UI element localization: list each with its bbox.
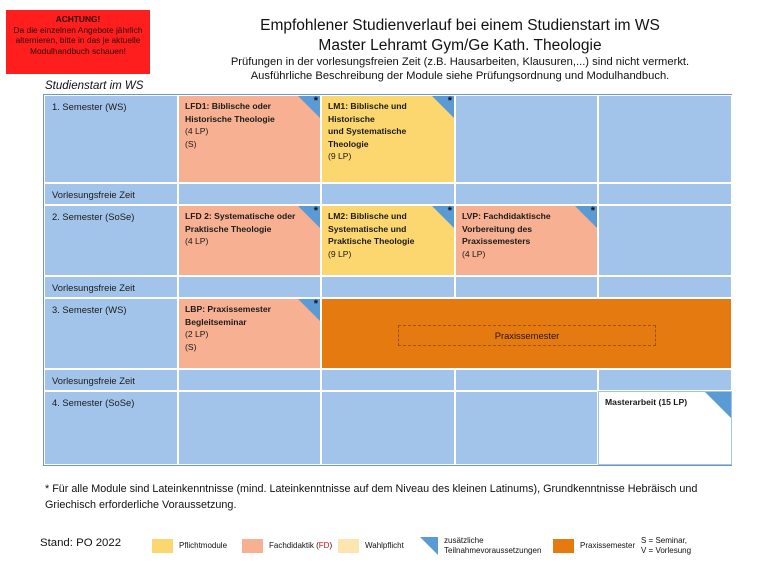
empty-cell — [598, 369, 732, 391]
legend-zusatz — [420, 535, 541, 557]
module-lvp — [455, 205, 598, 276]
empty-cell — [321, 183, 455, 205]
warning-text: Da die einzelnen Angebote jährlich alternieren, bitte in das je aktuelle Modulhandbuch schauen! — [13, 24, 143, 56]
pflicht-swatch — [152, 539, 173, 553]
module-name: LBP: Praxissemester Begleitseminar — [185, 304, 271, 327]
module-credits: (9 LP) — [328, 151, 352, 162]
legend-wahlpflicht-label: Wahlpflicht — [365, 541, 404, 550]
legend-abbreviations-label: S = Seminar, V = Vorlesung — [641, 536, 692, 555]
empty-cell — [178, 276, 321, 298]
empty-cell — [455, 183, 598, 205]
legend-praxis — [553, 535, 635, 557]
module-name: LM1: Biblische und Historische und Systematische Theologie — [328, 101, 407, 149]
row-label-semester-2: 2. Semester (SoSe) — [44, 205, 178, 276]
warning-box — [6, 10, 150, 74]
empty-cell — [178, 183, 321, 205]
module-credits: (4 LP) — [462, 248, 486, 259]
module-lm1 — [321, 95, 455, 183]
prerequisite-corner-icon — [420, 537, 438, 555]
module-credits: (4 LP) — [185, 126, 209, 137]
row-label-semester-4: 4. Semester (SoSe) — [44, 391, 178, 465]
footnote-star: * — [313, 298, 318, 310]
module-name: Masterarbeit (15 LP) — [605, 397, 688, 407]
footnote-star: * — [447, 95, 452, 107]
module-type: (S) — [185, 138, 197, 149]
empty-cell — [178, 369, 321, 391]
study-plan-grid — [43, 94, 732, 466]
footnote-star: * — [313, 205, 318, 217]
legend-fachdidaktik-label: Fachdidaktik (FD) — [269, 541, 333, 550]
module-masterarbeit — [598, 391, 732, 465]
empty-cell — [321, 276, 455, 298]
warning-heading: ACHTUNG! — [55, 14, 101, 24]
module-lbp — [178, 298, 321, 369]
empty-cell — [598, 183, 732, 205]
module-name: LFD1: Biblische oder Historische Theologie — [185, 101, 275, 124]
legend-praxis-label: Praxissemester — [580, 541, 636, 550]
praxissemester-block — [321, 298, 732, 369]
empty-cell — [321, 369, 455, 391]
module-name: LFD 2: Systematische oder Praktische Theologie — [185, 211, 296, 234]
empty-cell — [455, 369, 598, 391]
footnote-star: * — [590, 205, 595, 217]
module-lm2 — [321, 205, 455, 276]
praxis-swatch — [553, 539, 574, 553]
empty-cell — [455, 391, 598, 465]
row-label-semester-3: 3. Semester (WS) — [44, 298, 178, 369]
legend-pflicht-label: Pflichtmodule — [179, 541, 228, 550]
legend-zusatz-label: zusätzliche Teilnahmevoraussetzungen — [444, 536, 542, 555]
legend-pflicht — [152, 535, 227, 557]
row-label-free-3: Vorlesungsfreie Zeit — [44, 369, 178, 391]
row-label-free-2: Vorlesungsfreie Zeit — [44, 276, 178, 298]
prerequisite-corner-icon — [705, 392, 731, 418]
exam-note: Prüfungen in der vorlesungsfreien Zeit (z.B. Hausarbeiten, Klausuren,...) sind nicht vermerkt. — [230, 56, 690, 68]
footnote-star: * — [447, 205, 452, 217]
module-type: (S) — [185, 341, 197, 352]
module-credits: (9 LP) — [328, 248, 352, 259]
module-name: LVP: Fachdidaktische Vorbereitung des Praxissemesters — [462, 211, 551, 247]
wahlpflicht-swatch — [338, 539, 359, 553]
module-lfd2 — [178, 205, 321, 276]
footnote-star: * — [313, 95, 318, 107]
footnote: * Für alle Module sind Lateinkenntnisse (mind. Lateinkenntnisse auf dem Niveau des kleinen Latinums), Grundkenntnisse Hebräisch und Griechisch erforderliche Voraussetzung. — [45, 483, 698, 511]
module-credits: (4 LP) — [185, 236, 209, 247]
version-label: Stand: PO 2022 — [40, 537, 122, 549]
empty-cell — [598, 205, 732, 276]
module-name: LM2: Biblische und Systematische und Praktische Theologie — [328, 211, 415, 247]
legend-abbreviations — [641, 535, 691, 557]
page-title: Empfohlener Studienverlauf bei einem Studienstart im WS — [260, 17, 660, 34]
fachdidaktik-swatch — [242, 539, 263, 553]
legend-wahlpflicht — [338, 535, 404, 557]
empty-cell — [455, 95, 598, 183]
empty-cell — [598, 276, 732, 298]
module-credits: (2 LP) — [185, 329, 209, 340]
empty-cell — [321, 391, 455, 465]
empty-cell — [598, 95, 732, 183]
study-start-label: Studienstart im WS — [45, 80, 144, 92]
row-label-free-1: Vorlesungsfreie Zeit — [44, 183, 178, 205]
row-label-semester-1: 1. Semester (WS) — [44, 95, 178, 183]
page-subtitle-program: Master Lehramt Gym/Ge Kath. Theologie — [318, 37, 602, 54]
empty-cell — [178, 391, 321, 465]
praxissemester-label: Praxissemester — [398, 325, 656, 346]
empty-cell — [455, 276, 598, 298]
module-description-note: Ausführliche Beschreibung der Module siehe Prüfungsordnung und Modulhandbuch. — [250, 70, 670, 82]
legend-fachdidaktik — [242, 535, 332, 557]
module-lfd1 — [178, 95, 321, 183]
